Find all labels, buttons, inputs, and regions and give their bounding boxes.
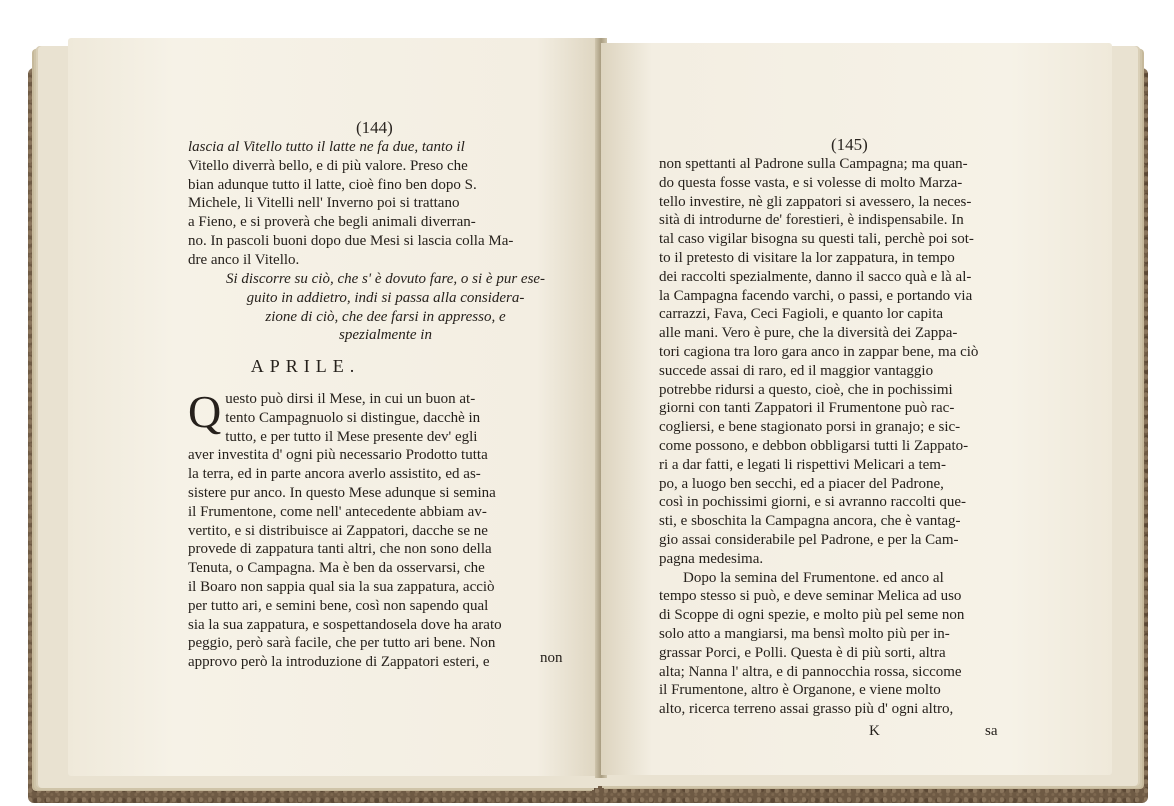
right-body-text bbox=[659, 155, 1071, 719]
text-line: Vitello diverrà bello, e di più valore. Preso che bbox=[188, 157, 468, 174]
section-subtitle bbox=[188, 270, 583, 345]
text-line: approvo però la introduzione di Zappatori esteri, e bbox=[188, 654, 490, 671]
text-line: to il pretesto di visitare la lor zappatura, in tempo bbox=[659, 249, 955, 266]
text-line: a Fieno, e si proverà che begli animali diverran- bbox=[188, 214, 476, 231]
text-line: tempo stesso si può, e deve seminar Melica ad uso bbox=[659, 588, 962, 605]
subtitle-line: zione di ciò, che dee farsi in appresso, e bbox=[265, 308, 506, 325]
text-line: pagna medesima. bbox=[659, 550, 764, 567]
left-body-text bbox=[188, 386, 583, 672]
text-line: sistere pur anco. In questo Mese adunque si semina bbox=[188, 484, 496, 501]
subtitle-line: Si discorre su ciò, che s' è dovuto fare, o si è pur ese- bbox=[225, 271, 546, 287]
text-line: uesto può dirsi il Mese, in cui un buon at- bbox=[225, 391, 476, 407]
text-line: di Scoppe di ogni spezie, e molto più pel seme non bbox=[659, 607, 965, 624]
text-line: dre anco il Vitello. bbox=[188, 251, 300, 268]
text-line: peggio, però sarà facile, che per tutto ari bene. Non bbox=[188, 635, 496, 652]
text-line: no. In pascoli buoni dopo due Mesi si lascia colla Ma- bbox=[188, 232, 514, 249]
text-line: tori cagiona tra loro gara anco in zappar bene, ma ciò bbox=[659, 343, 979, 360]
text-line: tutto, e per tutto il Mese presente dev' egli bbox=[225, 428, 478, 445]
text-line: così in pochissimi giorni, e si avranno raccolti que- bbox=[659, 494, 967, 511]
right-page-number: (145) bbox=[831, 135, 868, 154]
catchword: sa bbox=[985, 723, 998, 739]
text-line: Dopo la semina del Frumentone. ed anco al bbox=[683, 569, 944, 586]
text-line: potrebbe ridursi a questo, cioè, che in pochissimi bbox=[659, 381, 953, 398]
text-line: dei raccolti spezialmente, danno il sacco quà e là al- bbox=[659, 268, 972, 285]
text-line: il Frumentone, altro è Organone, e viene molto bbox=[659, 682, 941, 699]
left-top-paragraph bbox=[188, 138, 583, 270]
text-line: sità di introdurne de' forestieri, è indispensabile. In bbox=[659, 212, 964, 229]
text-line: sia la sua zappatura, e sospettandosela dove ha arato bbox=[188, 616, 502, 633]
text-line: giorni con tanti Zappatori il Frumentone può rac- bbox=[659, 400, 955, 417]
text-line: alto, ricerca terreno assai grasso più d' ogni altro, bbox=[659, 701, 954, 718]
text-line: grassar Porci, e Polli. Questa è di più sorti, altra bbox=[659, 644, 946, 661]
text-line: po, a luogo ben secchi, ed a piacer del Padrone, bbox=[659, 475, 944, 492]
text-line: Michele, li Vitelli nell' Inverno poi si trattano bbox=[188, 195, 460, 212]
open-book bbox=[28, 38, 1148, 798]
drop-cap: Q bbox=[188, 386, 222, 437]
text-line: lascia al Vitello tutto il latte ne fa due, tanto il bbox=[188, 139, 465, 155]
right-page bbox=[601, 43, 1112, 775]
text-line: ri a dar fatti, e legati li rispettivi Melicari a tem- bbox=[659, 456, 946, 473]
text-line: alle mani. Vero è pure, che la diversità dei Zappa- bbox=[659, 325, 958, 342]
text-line: succede assai di raro, ed il maggior vantaggio bbox=[659, 362, 934, 379]
text-line: tento Campagnuolo si distingue, dacchè in bbox=[225, 409, 481, 426]
text-line: il Frumentone, come nell' antecedente abbiam av- bbox=[188, 503, 487, 520]
text-line: tal caso vigilar bisogna su questi tali, perchè poi sot- bbox=[659, 231, 974, 248]
text-line: la terra, ed in parte ancora averlo assistito, ed as- bbox=[188, 466, 481, 483]
text-line: sti, e sboschita la Campagna ancora, che è vantag- bbox=[659, 513, 961, 530]
text-line: non spettanti al Padrone sulla Campagna; ma quan- bbox=[659, 156, 968, 172]
text-line: bian adunque tutto il latte, cioè fino ben dopo S. bbox=[188, 176, 477, 193]
month-heading: APRILE. bbox=[250, 356, 361, 376]
text-line: solo atto a mangiarsi, ma bensì molto più per in- bbox=[659, 625, 950, 642]
text-line: il Boaro non sappia qual sia la sua zappatura, acciò bbox=[188, 578, 495, 595]
left-page-number: (144) bbox=[356, 118, 393, 137]
left-page bbox=[68, 38, 601, 776]
text-line: provede di zappatura tanti altri, che non sono della bbox=[188, 541, 492, 558]
text-line: Tenuta, o Campagna. Ma è ben da osservarsi, che bbox=[188, 560, 485, 577]
signature-mark: K bbox=[869, 723, 880, 739]
text-line: la Campagna facendo varchi, o passi, e portando via bbox=[659, 287, 973, 304]
text-line: aver investita d' ogni più necessario Prodotto tutta bbox=[188, 447, 488, 464]
subtitle-line: guito in addietro, indi si passa alla considera- bbox=[246, 289, 525, 306]
catchword: non bbox=[540, 650, 563, 666]
text-line: carrazzi, Fava, Ceci Fagioli, e quanto lor capita bbox=[659, 306, 944, 323]
text-line: tello investire, nè gli zappatori si avessero, la neces- bbox=[659, 193, 972, 210]
text-line: per tutto ari, e semini bene, così non sapendo qual bbox=[188, 597, 489, 614]
text-line: vertito, e si distribuisce ai Zappatori, dacche se ne bbox=[188, 522, 488, 539]
text-line: alta; Nanna l' altra, e di pannocchia rossa, siccome bbox=[659, 663, 962, 680]
text-line: come possono, e debbon obbligarsi tutti li Zappato- bbox=[659, 437, 969, 454]
text-line: cogliersi, e bene stagionato porsi in granajo; e sic- bbox=[659, 419, 961, 436]
text-line: gio assai considerabile pel Padrone, e per la Cam- bbox=[659, 531, 959, 548]
subtitle-line: spezialmente in bbox=[339, 327, 432, 344]
text-line: do questa fosse vasta, e si volesse di molto Marza- bbox=[659, 174, 963, 191]
